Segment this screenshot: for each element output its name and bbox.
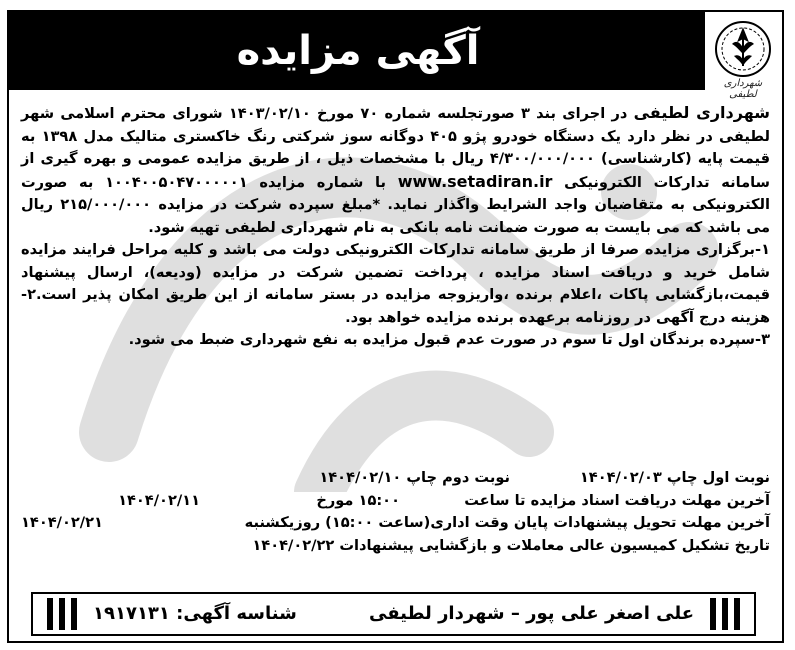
ad-body bbox=[21, 102, 770, 352]
ad-id: شناسه آگهی: ۱۹۱۷۱۳۱ bbox=[93, 603, 297, 624]
offers-deadline: آخرین مهلت تحویل پیشنهادات پایان وقت اداری(ساعت ۱۵:۰۰) روزیکشنبه bbox=[244, 514, 770, 531]
dates-block bbox=[21, 467, 770, 557]
title-bar bbox=[9, 12, 707, 90]
org-name: شهرداری لطیفی bbox=[633, 103, 770, 122]
ad-title: آگهی مزایده bbox=[236, 28, 480, 74]
logo bbox=[705, 12, 782, 107]
municipality-emblem-icon bbox=[714, 20, 772, 78]
docs-deadline-row bbox=[21, 490, 770, 513]
docs-deadline-label: آخرین مهلت دریافت اسناد مزایده تا ساعت bbox=[464, 491, 770, 509]
logo-text: شهرداری لطیفی bbox=[723, 78, 763, 100]
signature: علی اصغر علی پور – شهردار لطیفی bbox=[369, 603, 694, 624]
offers-deadline-row bbox=[21, 512, 770, 535]
docs-deadline-date: ۱۴۰۴/۰۲/۱۱ bbox=[118, 491, 200, 509]
ad-frame bbox=[7, 10, 784, 643]
commission-row bbox=[21, 535, 770, 558]
intro-text-2: با شماره مزایده ۱۰۰۴۰۰۵۰۴۷۰۰۰۰۰۱ به صورت الکترونیکی به متقاضیان واجد الشرایط واگذار نماید. *مبلغ سپرده شرکت در مزایده ۲۱۵/۰۰۰/۰۰۰ ریال می باشد که می بایست به صورت ضمانت نامه بانکی به نام شهرداری لطیفی تهیه شود. bbox=[21, 173, 771, 236]
clause-3: ۳-سپرده برندگان اول تا سوم در صورت عدم قبول مزایده به نفع شهرداری ضبط می شود. bbox=[128, 331, 770, 348]
stripes-decoration-icon bbox=[39, 598, 79, 630]
offers-deadline-date: ۱۴۰۴/۰۲/۲۱ bbox=[21, 514, 103, 531]
clause-1-2: ۱-برگزاری مزایده صرفا از طریق سامانه تدارکات الکترونیکی دولت می باشد و کلیه مراحل فرایند مزایده شامل خرید و دریافت اسناد مزایده ، پرداخت تضمین شرکت در مزایده (ودیعه)، ارسال پیشنهاد قیمت،بازگشایی پاکات ،اعلام برنده ،واریزوجه مزایده در بستر سامانه از این طریق امکان پذیر است.۲-هزینه درج آگهی در روزنامه برعهده برنده مزایده خواهد بود. bbox=[21, 241, 770, 326]
setad-link[interactable]: www.setadiran.ir bbox=[397, 171, 553, 191]
footer bbox=[31, 592, 756, 636]
intro-paragraph bbox=[21, 102, 770, 239]
header bbox=[9, 12, 782, 100]
second-print: نوبت دوم چاپ ۱۴۰۴/۰۲/۱۰ bbox=[319, 469, 510, 486]
first-print: نوبت اول چاپ ۱۴۰۴/۰۲/۰۳ bbox=[579, 469, 770, 486]
stripes-decoration-icon bbox=[708, 598, 748, 630]
intro-text: در اجرای بند ۳ صورتجلسه شماره ۷۰ مورخ ۱۴۰۳/۰۲/۱۰ شورای محترم اسلامی شهر لطیفی در نظر دارد یک دستگاه خودرو پژو ۴۰۵ دوگانه سوز شرکتی رنگ خاکستری متالیک مدل ۱۳۹۸ به قیمت پایه (کارشناسی) ۴/۳۰۰/۰۰۰/۰۰۰ ریال با مشخصات ذیل ، از طریق مزایده عمومی و بهره گیری از سامانه تدارکات الکترونیکی bbox=[21, 105, 771, 191]
print-dates-row bbox=[21, 467, 770, 490]
commission-date: تاریخ تشکیل کمیسیون عالی معاملات و بازگشایی پیشنهادات ۱۴۰۴/۰۲/۲۲ bbox=[252, 536, 770, 554]
docs-deadline-time: ۱۵:۰۰ مورخ bbox=[316, 491, 400, 509]
